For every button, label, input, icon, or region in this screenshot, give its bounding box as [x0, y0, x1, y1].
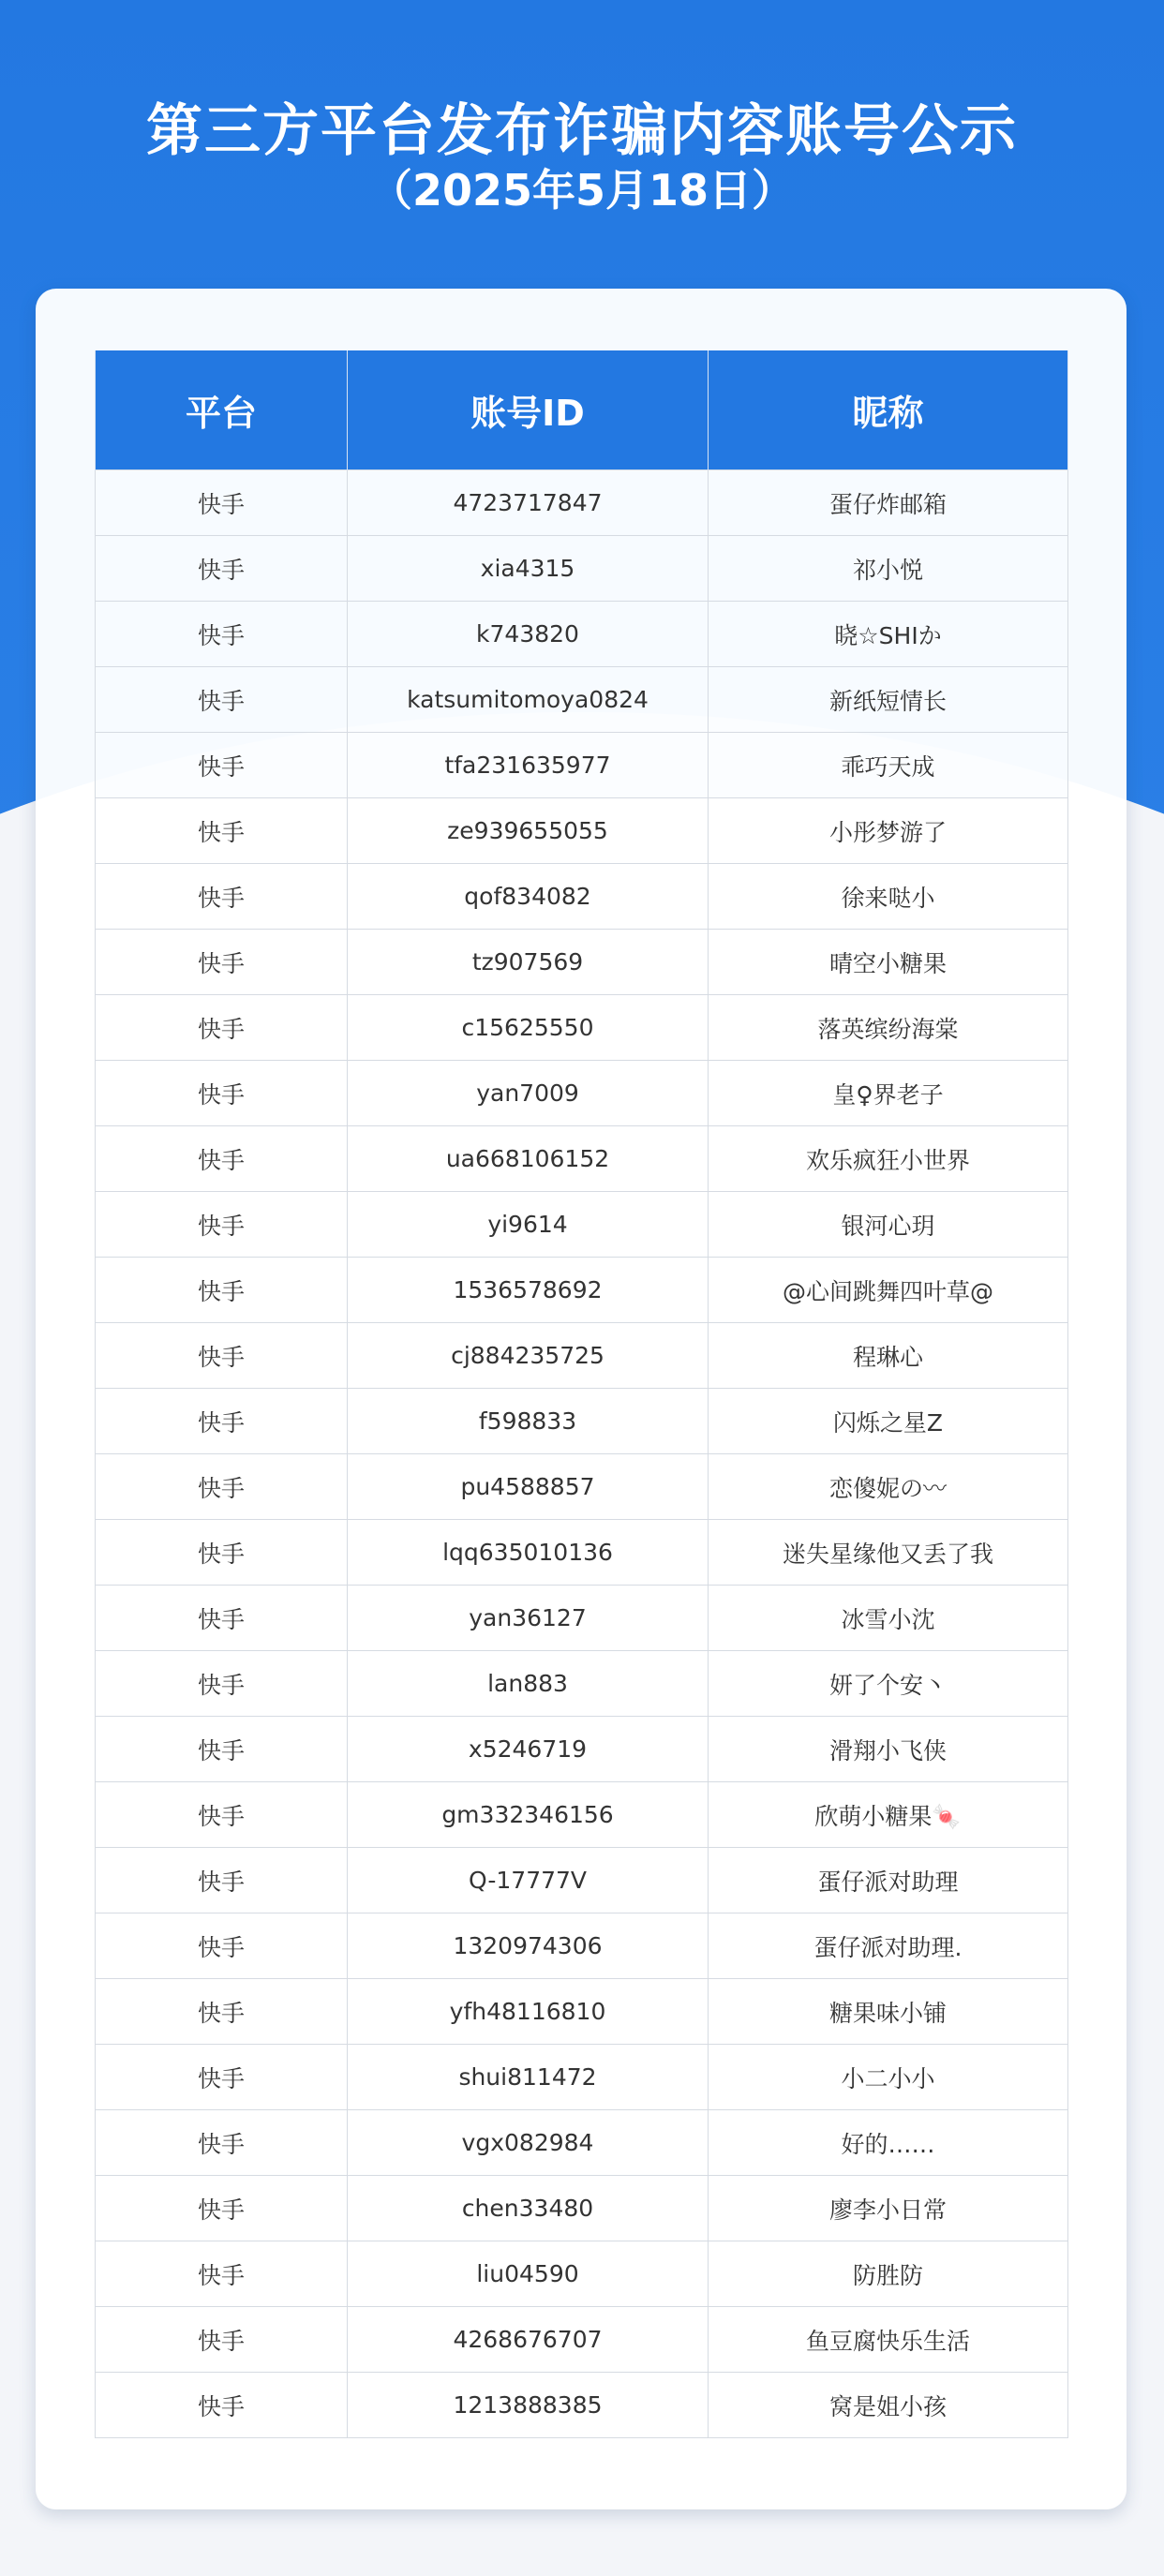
cell-platform: 快手	[96, 1323, 348, 1389]
cell-nickname: 妍了个安丶	[709, 1651, 1068, 1717]
cell-nickname: 恋傻妮の〰	[709, 1454, 1068, 1520]
cell-nickname: 滑翔小飞侠	[709, 1717, 1068, 1782]
cell-nickname: 防胜防	[709, 2241, 1068, 2307]
cell-account-id: chen33480	[348, 2176, 709, 2241]
table-row	[96, 2176, 1068, 2241]
cell-platform: 快手	[96, 733, 348, 798]
cell-account-id: liu04590	[348, 2241, 709, 2307]
cell-account-id: lan883	[348, 1651, 709, 1717]
cell-nickname: 迷失星缘他又丢了我	[709, 1520, 1068, 1586]
cell-nickname: 好的……	[709, 2110, 1068, 2176]
cell-account-id: yfh48116810	[348, 1979, 709, 2045]
cell-account-id: k743820	[348, 602, 709, 667]
cell-nickname: 闪烁之星Z	[709, 1389, 1068, 1454]
cell-nickname: 徐来哒小	[709, 864, 1068, 930]
cell-nickname: 银河心玥	[709, 1192, 1068, 1258]
page-title: 第三方平台发布诈骗内容账号公示	[146, 98, 1018, 164]
table-row	[96, 1389, 1068, 1454]
table-row	[96, 1520, 1068, 1586]
cell-platform: 快手	[96, 995, 348, 1061]
cell-nickname: 欣萌小糖果🍬	[709, 1782, 1068, 1848]
table-row	[96, 2307, 1068, 2373]
cell-account-id: yan7009	[348, 1061, 709, 1126]
cell-platform: 快手	[96, 1258, 348, 1323]
cell-nickname: 落英缤纷海棠	[709, 995, 1068, 1061]
cell-nickname: 糖果味小铺	[709, 1979, 1068, 2045]
cell-nickname: 皇♀界老子	[709, 1061, 1068, 1126]
cell-account-id: 4723717847	[348, 470, 709, 536]
cell-account-id: 1213888385	[348, 2373, 709, 2438]
cell-platform: 快手	[96, 798, 348, 864]
cell-platform: 快手	[96, 2110, 348, 2176]
column-header-nickname: 昵称	[709, 350, 1068, 470]
cell-nickname: 窝是姐小孩	[709, 2373, 1068, 2438]
table-row	[96, 667, 1068, 733]
table-row	[96, 798, 1068, 864]
cell-account-id: Q-17777V	[348, 1848, 709, 1913]
cell-platform: 快手	[96, 930, 348, 995]
cell-account-id: yi9614	[348, 1192, 709, 1258]
cell-platform: 快手	[96, 470, 348, 536]
cell-account-id: xia4315	[348, 536, 709, 602]
table-row	[96, 1651, 1068, 1717]
table-row	[96, 602, 1068, 667]
cell-nickname: 小二小小	[709, 2045, 1068, 2110]
table-row	[96, 1979, 1068, 2045]
cell-nickname: 小彤梦游了	[709, 798, 1068, 864]
cell-platform: 快手	[96, 667, 348, 733]
cell-platform: 快手	[96, 1520, 348, 1586]
cell-nickname: 乖巧天成	[709, 733, 1068, 798]
cell-platform: 快手	[96, 1913, 348, 1979]
table-row	[96, 1782, 1068, 1848]
cell-platform: 快手	[96, 864, 348, 930]
cell-platform: 快手	[96, 1586, 348, 1651]
cell-platform: 快手	[96, 1061, 348, 1126]
table-row	[96, 470, 1068, 536]
cell-account-id: pu4588857	[348, 1454, 709, 1520]
table-row	[96, 995, 1068, 1061]
cell-platform: 快手	[96, 1979, 348, 2045]
cell-account-id: tz907569	[348, 930, 709, 995]
cell-platform: 快手	[96, 602, 348, 667]
table-row	[96, 1258, 1068, 1323]
table-header-row	[96, 350, 1068, 470]
cell-platform: 快手	[96, 2241, 348, 2307]
cell-nickname: 晴空小糖果	[709, 930, 1068, 995]
cell-account-id: vgx082984	[348, 2110, 709, 2176]
cell-nickname: 祁小悦	[709, 536, 1068, 602]
cell-account-id: lqq635010136	[348, 1520, 709, 1586]
table-card	[36, 289, 1127, 2509]
cell-account-id: x5246719	[348, 1717, 709, 1782]
table-row	[96, 930, 1068, 995]
table-row	[96, 1717, 1068, 1782]
cell-platform: 快手	[96, 1126, 348, 1192]
table-body	[96, 470, 1068, 2438]
cell-account-id: katsumitomoya0824	[348, 667, 709, 733]
cell-platform: 快手	[96, 1717, 348, 1782]
page-subtitle-date: （2025年5月18日）	[368, 165, 796, 216]
cell-account-id: yan36127	[348, 1586, 709, 1651]
cell-nickname: @心间跳舞四叶草@	[709, 1258, 1068, 1323]
cell-account-id: ua668106152	[348, 1126, 709, 1192]
table-row	[96, 1192, 1068, 1258]
cell-account-id: f598833	[348, 1389, 709, 1454]
cell-platform: 快手	[96, 1192, 348, 1258]
cell-nickname: 廖李小日常	[709, 2176, 1068, 2241]
table-row	[96, 864, 1068, 930]
cell-nickname: 冰雪小沈	[709, 1586, 1068, 1651]
cell-platform: 快手	[96, 1848, 348, 1913]
table-row	[96, 1061, 1068, 1126]
column-header-platform: 平台	[96, 350, 348, 470]
cell-nickname: 蛋仔派对助理	[709, 1848, 1068, 1913]
cell-nickname: 晓☆SHIか	[709, 602, 1068, 667]
cell-account-id: cj884235725	[348, 1323, 709, 1389]
cell-nickname: 鱼豆腐快乐生活	[709, 2307, 1068, 2373]
table-row	[96, 1454, 1068, 1520]
table-row	[96, 2241, 1068, 2307]
table-row	[96, 1323, 1068, 1389]
cell-account-id: c15625550	[348, 995, 709, 1061]
cell-nickname: 蛋仔炸邮箱	[709, 470, 1068, 536]
cell-account-id: shui811472	[348, 2045, 709, 2110]
column-header-account-id: 账号ID	[348, 350, 709, 470]
cell-account-id: gm332346156	[348, 1782, 709, 1848]
cell-account-id: 4268676707	[348, 2307, 709, 2373]
account-table	[95, 350, 1068, 2438]
cell-account-id: ze939655055	[348, 798, 709, 864]
cell-platform: 快手	[96, 1389, 348, 1454]
table-row	[96, 1848, 1068, 1913]
cell-platform: 快手	[96, 1651, 348, 1717]
cell-account-id: 1320974306	[348, 1913, 709, 1979]
cell-platform: 快手	[96, 536, 348, 602]
cell-platform: 快手	[96, 1782, 348, 1848]
cell-account-id: 1536578692	[348, 1258, 709, 1323]
cell-nickname: 欢乐疯狂小世界	[709, 1126, 1068, 1192]
cell-nickname: 蛋仔派对助理.	[709, 1913, 1068, 1979]
table-row	[96, 733, 1068, 798]
table-row	[96, 2110, 1068, 2176]
cell-platform: 快手	[96, 2373, 348, 2438]
cell-platform: 快手	[96, 2307, 348, 2373]
table-row	[96, 536, 1068, 602]
cell-nickname: 程琳心	[709, 1323, 1068, 1389]
table-row	[96, 2045, 1068, 2110]
table-row	[96, 1586, 1068, 1651]
cell-platform: 快手	[96, 2045, 348, 2110]
table-row	[96, 1126, 1068, 1192]
cell-platform: 快手	[96, 2176, 348, 2241]
table-row	[96, 2373, 1068, 2438]
cell-account-id: qof834082	[348, 864, 709, 930]
cell-nickname: 新纸短情长	[709, 667, 1068, 733]
table-row	[96, 1913, 1068, 1979]
cell-platform: 快手	[96, 1454, 348, 1520]
cell-account-id: tfa231635977	[348, 733, 709, 798]
